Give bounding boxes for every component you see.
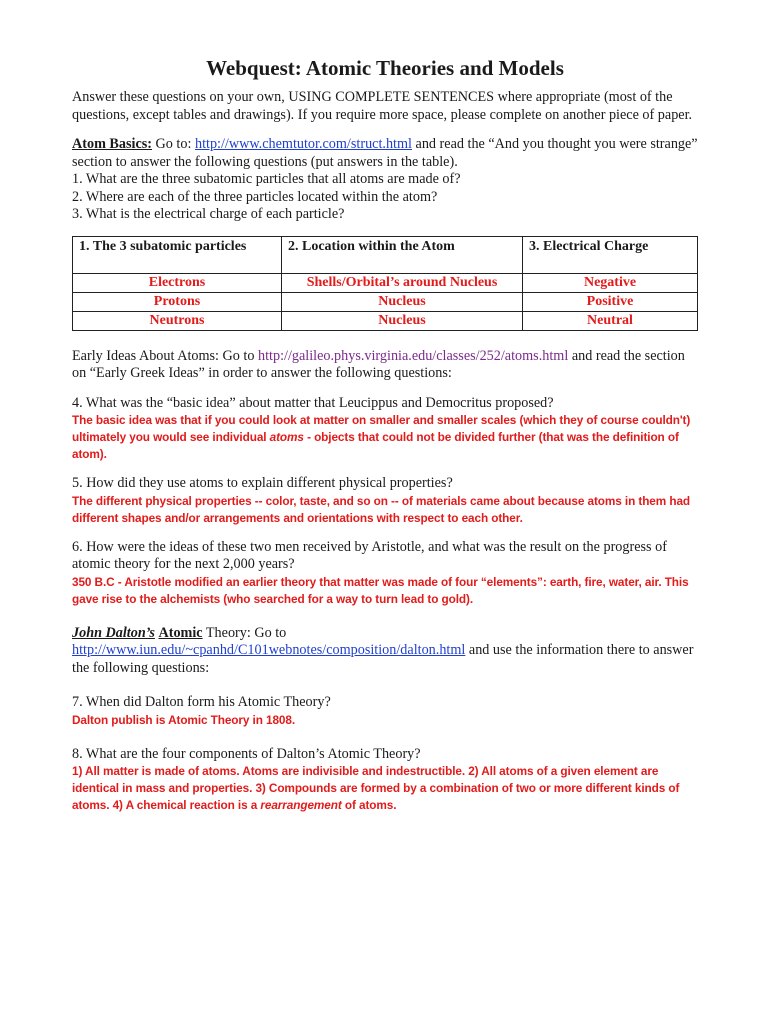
answer-7: Dalton publish is Atomic Theory in 1808. bbox=[72, 712, 296, 727]
question-4: 4. What was the “basic idea” about matter that Leucippus and Democritus proposed? bbox=[72, 394, 554, 411]
question-2: 2. Where are each of the three particles located within the atom? bbox=[72, 188, 438, 205]
answer-8: 1) All matter is made of atoms. Atoms are indivisible and indestructible. 2) All atoms of a given element are identical in mass and properties. 3) Compounds are formed by a combination of two or more different kinds of atoms. 4) A chemical reaction is a rearrangement of atoms. bbox=[72, 764, 680, 812]
question-1: 1. What are the three subatomic particles that all atoms are made of? bbox=[72, 171, 461, 187]
particles-table bbox=[72, 236, 698, 331]
table-cell: Positive bbox=[523, 292, 698, 311]
table-cell: Nucleus bbox=[282, 311, 523, 330]
table-header-row bbox=[73, 236, 698, 273]
page-title: Webquest: Atomic Theories and Models bbox=[206, 56, 564, 80]
worksheet-page bbox=[72, 56, 698, 814]
question-7: 7. When did Dalton form his Atomic Theory? bbox=[72, 694, 331, 710]
table-row bbox=[73, 311, 698, 330]
answer-6: 350 B.C - Aristotle modified an earlier theory that matter was made of four “elements”: earth, fire, water, air. This gave rise to the alchemists (who searched for a way to turn lead to gold). bbox=[72, 574, 689, 606]
iun-link[interactable]: http://www.iun.edu/~cpanhd/C101webnotes/composition/dalton.html bbox=[72, 642, 466, 658]
table-row bbox=[73, 292, 698, 311]
chemtutor-link[interactable]: http://www.chemtutor.com/struct.html bbox=[194, 136, 412, 152]
table-cell: Neutral bbox=[523, 311, 698, 330]
question-8: 8. What are the four components of Dalton’s Atomic Theory? bbox=[72, 745, 421, 762]
table-header: 3. Electrical Charge bbox=[523, 236, 698, 273]
question-6: 6. How were the ideas of these two men received by Aristotle, and what was the result on the progress of atomic theory for the next 2,000 years? bbox=[72, 538, 667, 572]
dalton-name: John Dalton’s bbox=[72, 624, 155, 641]
table-cell: Shells/Orbital’s around Nucleus bbox=[282, 273, 523, 292]
atom-basics-heading: Atom Basics: bbox=[72, 136, 152, 152]
table-cell: Neutrons bbox=[73, 311, 282, 330]
answer-4: The basic idea was that if you could look at matter on smaller and smaller scales (which they of course couldn't) ultimately you would see individual atoms - objects that could not be divided further (that was the definition of atom). bbox=[72, 413, 691, 461]
table-cell: Nucleus bbox=[282, 292, 523, 311]
intro-text: Answer these questions on your own, USING COMPLETE SENTENCES where appropriate (most of the questions, except tables and drawings). If you require more space, please complete on another piece of paper. bbox=[72, 89, 693, 123]
dalton-paragraph: John Dalton’s Atomic Theory: Go to http://www.iun.edu/~cpanhd/C101webnotes/composition/dalton.html and use the information there to answer the following questions: bbox=[72, 624, 694, 676]
galileo-link[interactable]: http://galileo.phys.virginia.edu/classes/252/atoms.html bbox=[258, 347, 569, 364]
answer-5: The different physical properties -- color, taste, and so on -- of materials came about because atoms in them had different shapes and/or arrangements and orientations with respect to each other. bbox=[72, 493, 691, 525]
atom-basics-paragraph: Atom Basics: Go to: http://www.chemtutor.com/struct.html and read the “And you thought you were strange” section to answer the following questions (put answers in the table). bbox=[72, 136, 698, 170]
question-3: 3. What is the electrical charge of each particle? bbox=[72, 206, 345, 222]
table-cell: Negative bbox=[523, 273, 698, 292]
table-cell: Protons bbox=[73, 292, 282, 311]
question-5: 5. How did they use atoms to explain different physical properties? bbox=[72, 475, 453, 491]
table-header: 1. The 3 subatomic particles bbox=[73, 236, 282, 273]
table-row bbox=[73, 273, 698, 292]
table-header: 2. Location within the Atom bbox=[282, 236, 523, 273]
table-cell: Electrons bbox=[73, 273, 282, 292]
early-ideas-paragraph: Early Ideas About Atoms: Go to http://galileo.phys.virginia.edu/classes/252/atoms.html and read the section on “Early Greek Ideas” in order to answer the following questions: bbox=[72, 347, 685, 381]
